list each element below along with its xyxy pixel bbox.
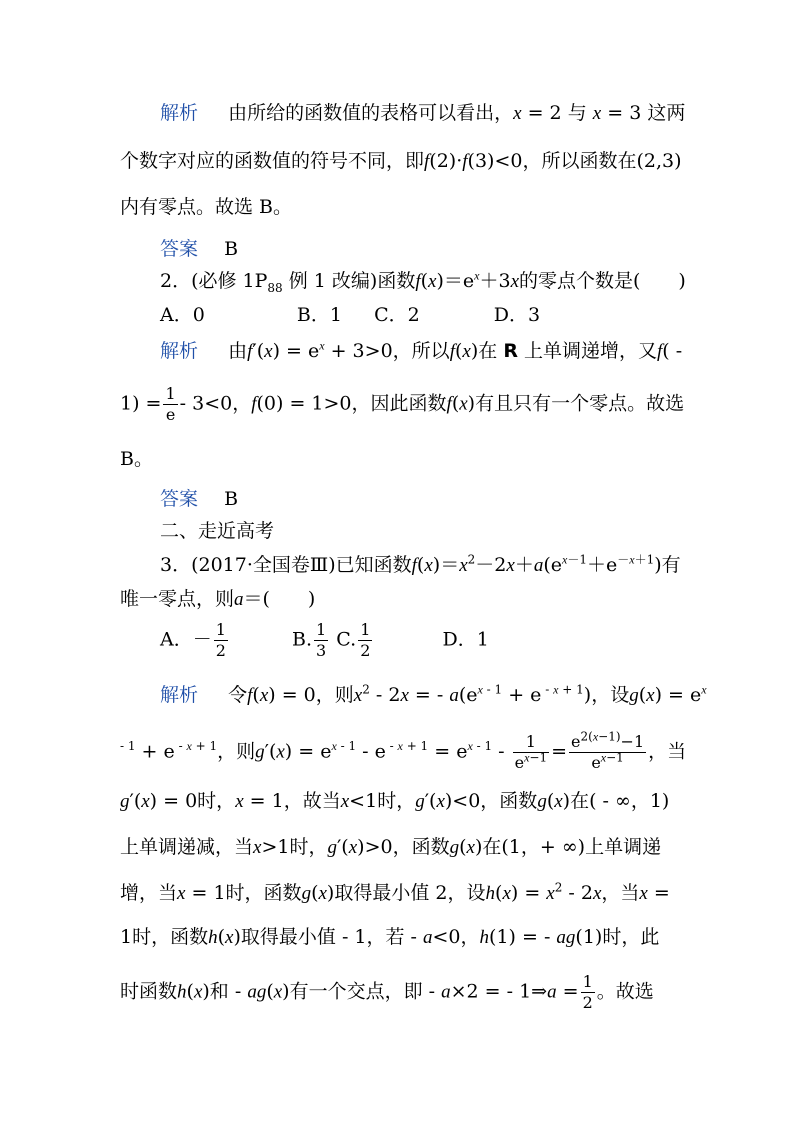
- solution-3-line-3: g′(x) = 0时，x = 1，故当x<1时，g′(x)<0，函数g(x)在( - ∞，1): [120, 790, 670, 812]
- solution-3-line-7: 时函数h(x)和 - ag(x)有一个交点，即 - a×2 = - 1⇒a = $\frac{1}{2}$ 。故选: [120, 972, 654, 1012]
- solution-2-line-2: 1) = $\frac{1}{e}$ - 3<0，f(0) = 1>0，因此函数f(x)有且只有一个零点。故选: [120, 384, 685, 424]
- solution-1-line-2: 个数字对应的函数值的符号不同，即f(2)·f(3)<0，所以函数在(2,3): [120, 150, 682, 172]
- option-d: D．3: [493, 304, 541, 326]
- option-a: A．: [160, 628, 193, 651]
- solution-2-line-1: 解析 由$f'(x) = e^x + 3>0$，所以f(x)在 R 上单调递增，又f( -: [160, 338, 683, 362]
- answer-label: 答案: [160, 238, 199, 260]
- solution-3-line-5: 增，当x = 1时，函数g(x)取得最小值 2，设$h(x) = x^2 - 2x$，当x =: [120, 880, 670, 904]
- option-c: C．2: [374, 304, 420, 326]
- option-a: A．0: [160, 304, 205, 326]
- question-3-options: A．－ $\frac{1}{2}$ B. $\frac{1}{3}$ C. $\frac{1}{2}$ D．1: [160, 620, 489, 660]
- solution-1-line-3: 内有零点。故选 B。: [120, 196, 293, 218]
- solution-3-line-2: $^{- 1}$ + e $^{- x + 1}$，则$g'(x) = e^{x - 1} - e$ $^{- x + 1} = e^{x - 1}$ - $\frac{1}{e^{x-1}}$ = $\frac{e^{2(x-1)}-1}{e^{x-1}}$ ，当: [120, 729, 687, 772]
- section-heading: 二、走近高考: [160, 520, 275, 542]
- option-d: D．1: [442, 628, 489, 651]
- solution-3-line-4: 上单调递减，当x>1时，g′(x)>0，函数g(x)在(1，+ ∞)上单调递: [120, 836, 662, 858]
- answer-2: 答案 B: [160, 488, 239, 510]
- solution-1-line-1: 解析 由所给的函数值的表格可以看出，x = 2 与 x = 3 这两: [160, 102, 686, 124]
- solution-2-line-3: B。: [120, 448, 153, 470]
- solution-label: 解析: [160, 102, 199, 124]
- answer-1: 答案 B: [160, 238, 239, 260]
- question-2-stem: 2．(必修 $1P_{88}$ 例 1 改编)函数$f(x)=e^x+3x$的零点个数是( ): [160, 268, 686, 295]
- option-b: B．1: [296, 304, 342, 326]
- question-2-options: [160, 302, 720, 328]
- question-3-stem-2: 唯一零点，则a＝( ): [120, 588, 316, 610]
- solution-3-line-6: 1时，函数h(x)取得最小值 - 1，若 - a<0，h(1) = - ag(1)时，此: [120, 926, 660, 948]
- option-c: C.: [336, 628, 357, 651]
- question-3-stem-1: 3．(2017·全国卷Ⅲ)已知函数$f(x)=x^2-2x+a(e^{x-1}+e^{-x+1})$有: [160, 552, 681, 576]
- solution-3-line-1: 解析 令f(x) = 0，则$x^2 - 2x$ = - $a(e^{x - 1} + e$ $^{- x + 1}$)，设$g(x) = e^x$: [160, 682, 707, 706]
- option-b: B.: [292, 628, 313, 651]
